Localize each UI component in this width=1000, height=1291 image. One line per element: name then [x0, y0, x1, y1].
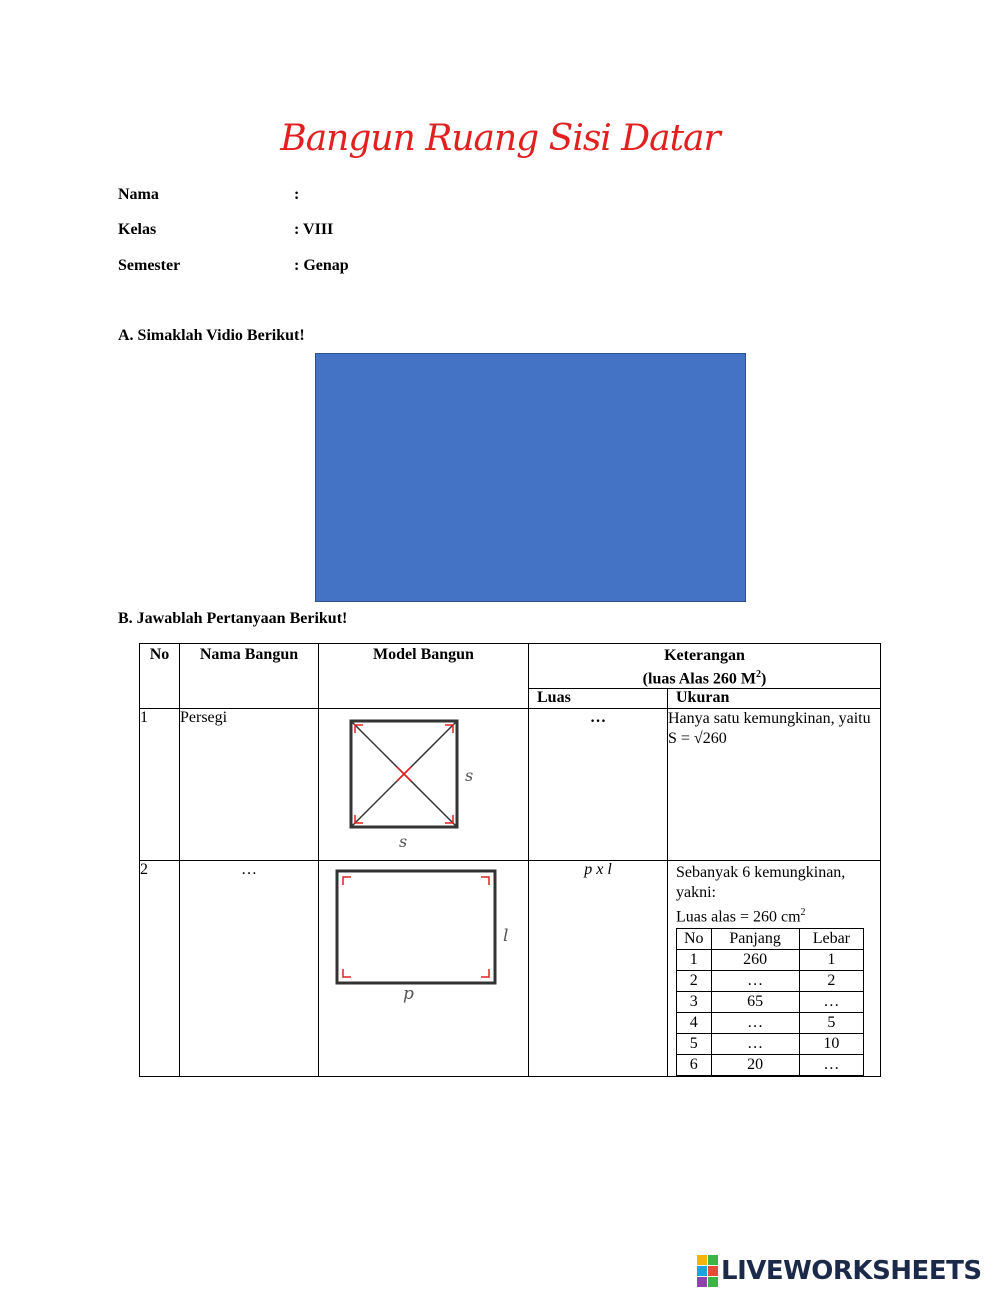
- table-row: [677, 1033, 864, 1054]
- row2-nama[interactable]: …: [180, 861, 319, 1076]
- question-table: [139, 643, 881, 1077]
- liveworksheets-logo: [697, 1254, 982, 1288]
- table-row: [677, 949, 864, 970]
- row2-luas: p x l: [529, 861, 668, 1076]
- keterangan-sub-text: (luas Alas 260 M: [642, 670, 757, 688]
- table-row: [677, 1012, 864, 1033]
- kelas-label: Kelas: [118, 221, 157, 238]
- nama-label: Nama: [118, 186, 159, 203]
- inner-cell-answer[interactable]: …: [799, 991, 863, 1012]
- inner-cell: 260: [711, 949, 799, 970]
- inner-cell: 3: [677, 991, 712, 1012]
- table-row: [677, 1054, 864, 1075]
- section-a-heading: A. Simaklah Vidio Berikut!: [118, 327, 305, 344]
- row2-sup: 2: [800, 907, 806, 919]
- row2-no: 2: [140, 861, 180, 1076]
- row1-luas[interactable]: …: [529, 709, 668, 861]
- row2-luas-alas: Luas alas = 260 cm: [676, 908, 801, 926]
- header-nama-bangun: Nama Bangun: [180, 644, 319, 709]
- rectangle-diagram: [319, 861, 529, 1011]
- row2-ukuran-line1: Sebanyak 6 kemungkinan, yakni:: [676, 864, 846, 902]
- header-no: No: [140, 644, 180, 709]
- header-luas: Luas: [529, 689, 668, 709]
- rect-bottom-label: p: [403, 984, 414, 1005]
- semester-label: Semester: [118, 257, 181, 274]
- inner-cell: 2: [799, 970, 863, 991]
- inner-cell: 1: [799, 949, 863, 970]
- inner-header-no: No: [677, 928, 712, 949]
- inner-cell: 2: [677, 970, 712, 991]
- nama-value: :: [294, 186, 300, 203]
- inner-cell-answer[interactable]: …: [711, 970, 799, 991]
- page-title: Bangun Ruang Sisi Datar: [280, 118, 720, 159]
- row2-model: [319, 861, 529, 1076]
- rect-side-label: l: [503, 926, 509, 947]
- video-player[interactable]: [315, 353, 746, 602]
- square-bottom-label: s: [399, 832, 408, 852]
- section-b-heading: B. Jawablah Pertanyaan Berikut!: [118, 610, 348, 627]
- inner-cell: 5: [677, 1033, 712, 1054]
- inner-cell: 4: [677, 1012, 712, 1033]
- keterangan-close: ): [761, 670, 767, 688]
- inner-cell: 20: [711, 1054, 799, 1075]
- keterangan-sup: 2: [756, 669, 762, 680]
- dimensions-table: [676, 928, 864, 1076]
- row1-nama: Persegi: [180, 709, 319, 861]
- inner-cell: 1: [677, 949, 712, 970]
- row2-ukuran: [668, 861, 881, 1076]
- logo-mark-icon: [697, 1255, 718, 1287]
- inner-cell-answer[interactable]: …: [711, 1012, 799, 1033]
- square-diagram: [319, 709, 529, 855]
- row1-model: [319, 709, 529, 861]
- table-row: [140, 709, 881, 861]
- header-keterangan: [529, 644, 881, 689]
- keterangan-title: Keterangan: [664, 647, 745, 664]
- inner-cell: 65: [711, 991, 799, 1012]
- semester-value: : Genap: [294, 257, 349, 274]
- inner-cell: 10: [799, 1033, 863, 1054]
- inner-cell: 5: [799, 1012, 863, 1033]
- row1-ukuran: Hanya satu kemungkinan, yaitu S = √260: [668, 709, 881, 861]
- inner-header-lebar: Lebar: [799, 928, 863, 949]
- row2-ukuran-line2: [668, 903, 880, 927]
- inner-cell-answer[interactable]: …: [799, 1054, 863, 1075]
- keterangan-subtitle: [529, 665, 880, 688]
- logo-text: LIVEWORKSHEETS: [721, 1256, 982, 1286]
- square-side-label: s: [465, 766, 474, 786]
- kelas-value: : VIII: [294, 221, 334, 238]
- table-row: [140, 861, 881, 1076]
- table-row: [677, 991, 864, 1012]
- row1-no: 1: [140, 709, 180, 861]
- inner-cell: 6: [677, 1054, 712, 1075]
- inner-cell-answer[interactable]: …: [711, 1033, 799, 1054]
- header-ukuran: Ukuran: [668, 689, 881, 709]
- inner-header-panjang: Panjang: [711, 928, 799, 949]
- table-row: [677, 970, 864, 991]
- header-model-bangun: Model Bangun: [319, 644, 529, 709]
